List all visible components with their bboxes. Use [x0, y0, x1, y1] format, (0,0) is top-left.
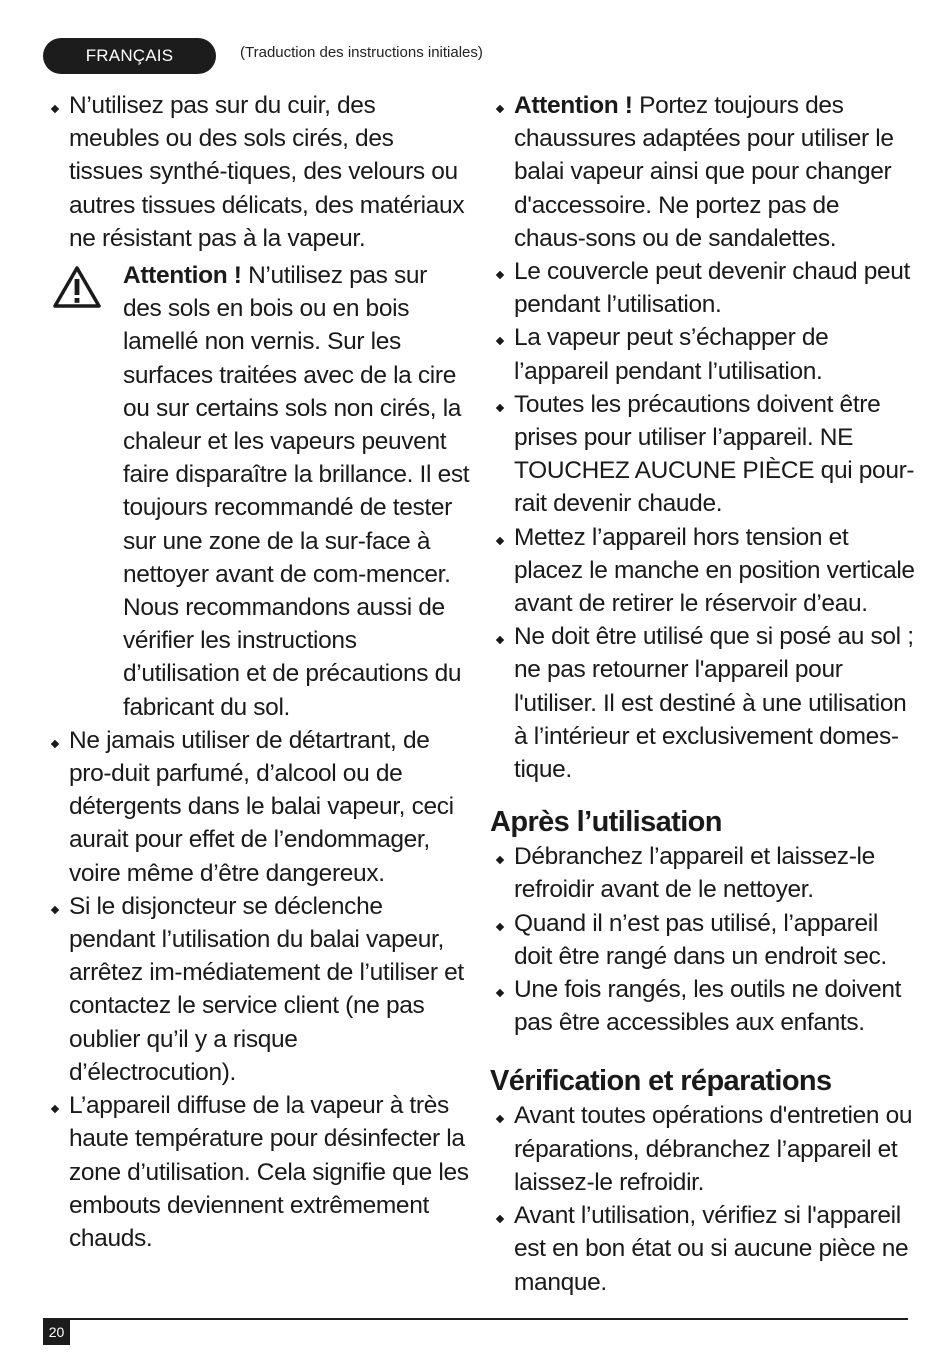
- list-item: [490, 321, 915, 387]
- section-title-after-use: Après l’utilisation: [490, 806, 722, 839]
- diamond-bullet-icon: [51, 105, 59, 113]
- list-item-text: Toutes les précautions doivent être prises pour utiliser l’appareil. NE TOUCHEZ AUCUNE PIÈCE qui pour-rait devenir chaude.: [514, 390, 915, 518]
- diamond-bullet-icon: [496, 337, 504, 345]
- diamond-bullet-icon: [496, 922, 504, 930]
- warning-text: N’utilisez pas sur des sols en bois ou en bois lamellé non vernis. Sur les surfaces traitées avec de la cire ou sur certains sols non cirés, la chaleur et les vapeurs peuvent faire disparaître la brillance. Il est toujours recommandé de tester sur une zone de la sur-face à nettoyer avant de com-mencer. Nous recommandons aussi de vérifier les instructions d’utilisation et de précautions du fabricant du sol.: [123, 262, 470, 721]
- list-item-text: Une fois rangés, les outils ne doivent pas être accessibles aux enfants.: [514, 976, 902, 1037]
- list-item-text: Si le disjoncteur se déclenche pendant l’utilisation du balai vapeur, arrêtez im-médiatement de l’utiliser et contactez le service client (ne pas oublier qu’il y a risque d’électrocution).: [69, 892, 464, 1086]
- footer-rule: [43, 1318, 908, 1320]
- attention-label: Attention !: [514, 92, 633, 119]
- diamond-bullet-icon: [496, 989, 504, 997]
- diamond-bullet-icon: [51, 906, 59, 914]
- right-column: [490, 89, 915, 1299]
- list-item: [45, 724, 470, 890]
- translation-note: (Traduction des instructions initiales): [240, 44, 483, 61]
- list-item: [490, 255, 915, 321]
- left-column: [45, 89, 470, 1255]
- language-badge: FRANÇAIS: [43, 38, 216, 74]
- warning-triangle-icon: [52, 265, 102, 309]
- diamond-bullet-icon: [496, 856, 504, 864]
- list-item: [490, 521, 915, 621]
- list-item-text: Portez toujours des chaussures adaptées pour utiliser le balai vapeur ainsi que pour changer d'accessoire. Ne portez pas de chaus-sons ou de sandalettes.: [514, 92, 894, 252]
- list-item-text: Avant toutes opérations d'entretien ou réparations, débranchez l’appareil et laissez-le refroidir.: [514, 1102, 913, 1196]
- list-item-text: Mettez l’appareil hors tension et placez le manche en position verticale avant de retirer le réservoir d’eau.: [514, 523, 915, 618]
- list-item-text: Ne doit être utilisé que si posé au sol ; ne pas retourner l'appareil pour l'utiliser. Il est destiné à une utilisation à l’intérieur et exclusivement domes-tique.: [514, 623, 914, 784]
- list-item: [490, 620, 915, 786]
- list-item-text: N’utilisez pas sur du cuir, des meubles ou des sols cirés, des tissues synthé-tiques, des velours ou autres tissues délicats, des matériaux ne résistant pas à la vapeur.: [69, 92, 465, 252]
- diamond-bullet-icon: [496, 404, 504, 412]
- diamond-bullet-icon: [496, 105, 504, 113]
- list-item: [490, 907, 915, 973]
- diamond-bullet-icon: [496, 1215, 504, 1223]
- list-item-text: Débranchez l’appareil et laissez-le refroidir avant de le nettoyer.: [514, 843, 875, 904]
- list-item: [45, 890, 470, 1089]
- list-item: [490, 973, 915, 1039]
- diamond-bullet-icon: [51, 1105, 59, 1113]
- diamond-bullet-icon: [51, 740, 59, 748]
- list-item-text: Le couvercle peut devenir chaud peut pendant l’utilisation.: [514, 258, 911, 319]
- list-item: [490, 840, 915, 906]
- warning-label: Attention !: [123, 262, 242, 290]
- diamond-bullet-icon: [496, 536, 504, 544]
- list-item: [490, 1099, 915, 1199]
- list-item: [490, 388, 915, 521]
- list-item: [490, 1199, 915, 1299]
- diamond-bullet-icon: [496, 271, 504, 279]
- list-item-text: Ne jamais utiliser de détartrant, de pro-duit parfumé, d’alcool ou de détergents dans le balai vapeur, ceci aurait pour effet de l’endommager, voire même d’être dangereux.: [69, 726, 454, 887]
- list-item-text: La vapeur peut s’échapper de l’appareil pendant l’utilisation.: [514, 324, 829, 385]
- warning-block: [45, 259, 470, 724]
- diamond-bullet-icon: [496, 636, 504, 644]
- diamond-bullet-icon: [496, 1115, 504, 1123]
- page-number: 20: [43, 1320, 70, 1345]
- list-item-text: Quand il n’est pas utilisé, l’appareil doit être rangé dans un endroit sec.: [514, 909, 887, 970]
- list-item-text: Avant l’utilisation, vérifiez si l'appareil est en bon état ou si aucune pièce ne manque.: [514, 1202, 909, 1296]
- list-item: [490, 89, 915, 255]
- section-title-verification: Vérification et réparations: [490, 1065, 832, 1098]
- list-item: [45, 89, 470, 255]
- list-item: [45, 1089, 470, 1255]
- list-item-text: L’appareil diffuse de la vapeur à très haute température pour désinfecter la zone d’utilisation. Cela signifie que les embouts deviennent extrêmement chauds.: [69, 1092, 469, 1252]
